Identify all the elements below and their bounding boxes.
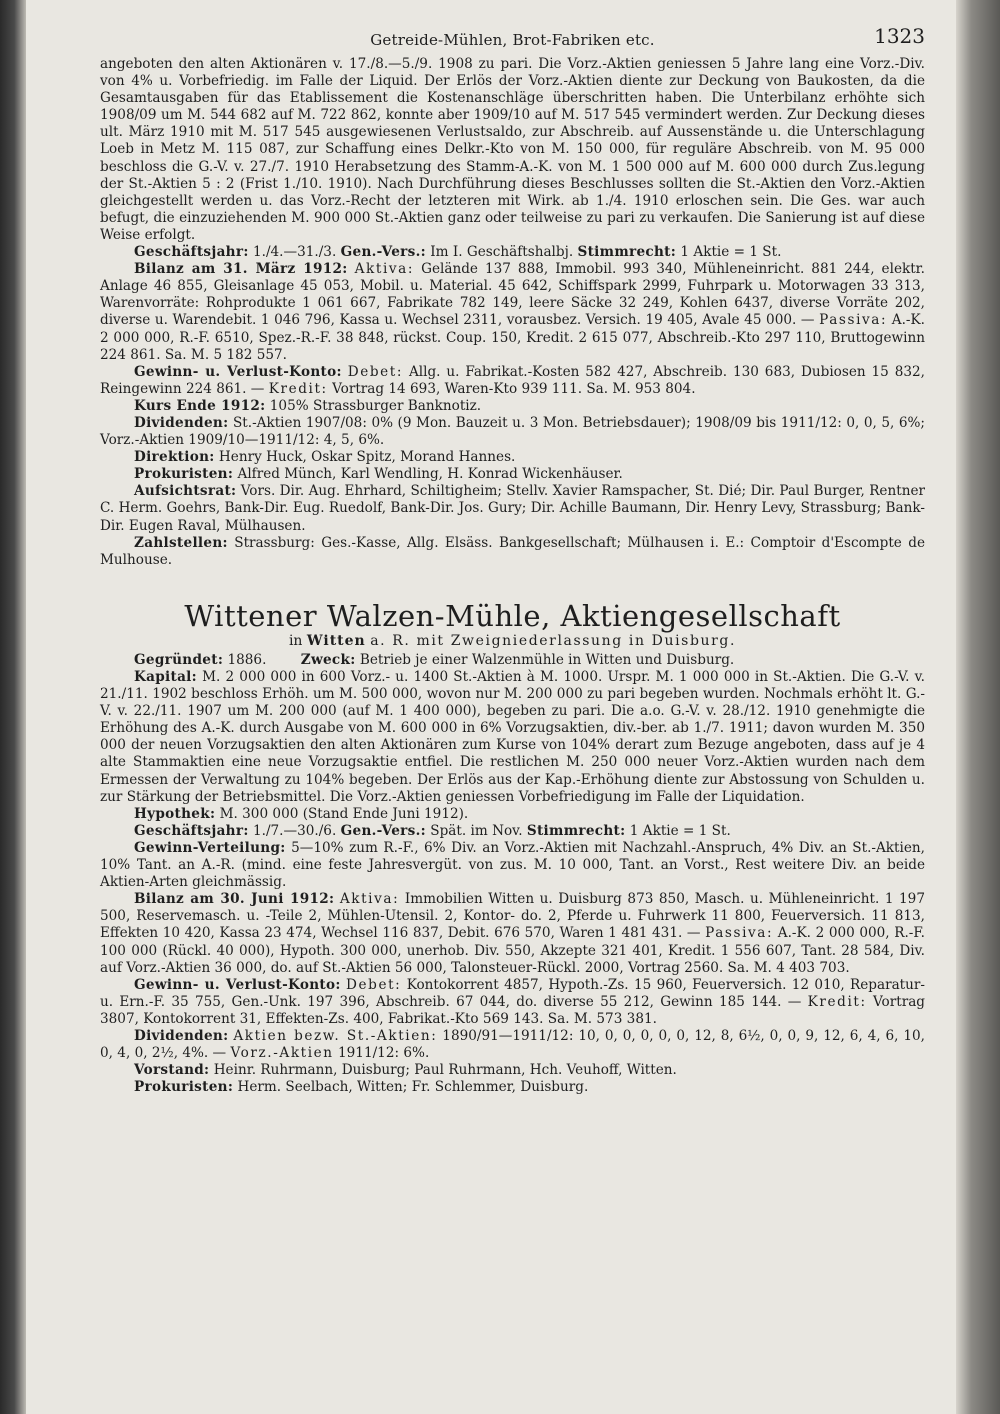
prev-aktiva-text: Gelände 137 888, Immobil. 993 340, Mühleneinricht. 881 244, elektr. Anlage 46 855, Gleisanlage 45 053, Mobil. u. Material. 45 642, Schiffspark 2999, Fuhrpark u. Motorwagen 33 313, Warenvorräte: Rohprodukte 1 061 667, Fabrikate 782 149, leere Säcke 32 249, Kohlen 6437, diverse Vorräte 202, diverse u. Warendebit. 1 046 796, Kassa u. Wechsel 2311, vorausbez. Versich. 19 405, Avale 45 000. — (100, 261, 926, 329)
prev-kurs (100, 398, 925, 415)
bilanz-label: Bilanz am 30. Juni 1912: (134, 891, 335, 908)
prev-prok-value: Alfred Münch, Karl Wendling, H. Konrad Wickenhäuser. (237, 466, 623, 483)
prev-kredit-text: Vortrag 14 693, Waren-Kto 939 111. Sa. M. 953 804. (332, 380, 696, 397)
kapital-label: Kapital: (134, 669, 197, 685)
prev-ar-label: Aufsichtsrat: (134, 483, 237, 500)
div-st-label: Aktien bezw. St.-Aktien: (233, 1027, 438, 1044)
prev-bilanz-label: Bilanz am 31. März 1912: (134, 261, 348, 278)
prev-aktiva-label: Aktiva: (354, 261, 415, 278)
running-head (100, 24, 925, 56)
prev-kurs-label: Kurs Ende 1912: (134, 397, 266, 414)
hyp-value: M. 300 000 (Stand Ende Juni 1912). (219, 805, 469, 822)
stimm-value: 1 Aktie = 1 St. (629, 822, 731, 839)
prev-div-value: St.-Aktien 1907/08: 0% (9 Mon. Bauzeit u. 3 Mon. Betriebsdauer); 1908/09 bis 1911/12: 0, 0, 5, 6%; Vorz.-Aktien 1909/10—1911/12: 4, 5, 6%. (100, 414, 926, 449)
book-binding-shadow (0, 0, 26, 1414)
company-title: Wittener Walzen-Mühle, Aktiengesellschaft (184, 598, 841, 633)
page-edge-shadow (956, 0, 1000, 1414)
guv-label: Gewinn- u. Verlust-Konto: (134, 976, 341, 993)
stimm-label: Stimmrecht: (526, 822, 626, 839)
passiva-label: Passiva: (705, 925, 774, 942)
prev-kurs-value: 105% Strassburger Banknotiz. (269, 397, 482, 414)
gj-label: Geschäftsjahr: (134, 822, 249, 839)
hyp-label: Hypothek: (134, 805, 216, 822)
prev-guv (100, 364, 925, 398)
kredit-label: Kredit: (807, 993, 867, 1010)
div-vorz-label: Vorz.-Aktien (230, 1045, 334, 1062)
company-sub-city: Witten (306, 632, 366, 649)
prev-company-meta (100, 244, 925, 261)
company-prokuristen (100, 1079, 925, 1096)
company-subtitle (100, 633, 925, 650)
company-gewinnverteilung (100, 840, 925, 891)
div-st-value: 1890/91—1911/12: 10, 0, 0, 0, 0, 0, 12, 8, 6½, 0, 0, 9, 12, 6, 4, 6, 10, 0, 4, 0, 2½, 4%. — (100, 1027, 925, 1062)
company-guv (100, 977, 925, 1028)
prev-debet-text: Allg. u. Fabrikat.-Kosten 582 427, Abschreib. 130 683, Dubiosen 15 832, Reingewinn 224 861. — (100, 363, 925, 397)
div-label: Dividenden: (134, 1027, 229, 1044)
prev-company-intro: angeboten den alten Aktionären v. 17./8.—5./9. 1908 zu pari. Die Vorz.-Aktien geniessen 5 Jahre lang eine Vorz.-Div. von 4% u. Vorbefriedig. im Falle der Liquid. Der Erlös der Vorz.-Aktien diente zur Deckung von Baukosten, da die Gesamtausgaben für das Etablissement die Kostenanschläge überschritten haben. Die Unterbilanz erhöhte sich 1908/09 um M. 544 682 auf M. 722 862, konnte aber 1909/10 auf M. 517 545 vermindert werden. Zur Deckung dieses ult. März 1910 mit M. 517 545 ausgewiesenen Verlustsaldo, zur Abschreib. auf Aussenstände u. die Unterschlagung Loeb in Metz M. 115 087, zur Schaffung eines Delkr.-Kto von M. 150 000, für reguläre Abschreib. von M. 95 000 beschloss die G.-V. v. 27./7. 1910 Herabsetzung des Stamm-A.-K. von M. 1 500 000 auf M. 600 000 durch Zus.legung der St.-Aktien 5 : 2 (Frist 1./10. 1910). Nach Durchführung dieses Beschlusses sollten die St.-Aktien den Vorz.-Aktien gleichgestellt werden u. das Vorz.-Recht der letzteren mit Wirk. ab 1./4. 1910 erloschen sein. Die Ges. war auch befugt, die einzuziehenden M. 900 000 St.-Aktien ganz oder teilweise zu pari zu verkaufen. Die Sanierung ist auf diese Weise erfolgt. (100, 56, 925, 243)
prev-gj-value: 1./4.—31./3. (252, 244, 337, 261)
prev-guv-label: Gewinn- u. Verlust-Konto: (134, 363, 342, 380)
company-vorstand (100, 1062, 925, 1079)
prev-dir-value: Henry Huck, Oskar Spitz, Morand Hannes. (218, 449, 516, 466)
prev-kredit-label: Kredit: (268, 380, 328, 397)
prev-aufsichtsrat (100, 483, 925, 534)
gewv-label: Gewinn-Verteilung: (134, 839, 286, 856)
gj-value: 1./7.—30./6. (252, 822, 337, 839)
company-meta (100, 823, 925, 840)
passiva-text: A.-K. 2 000 000, R.-F. 100 000 (Rückl. 40 000), Hypoth. 300 000, unerhob. Div. 550, Akzepte 321 401, Kredit. 1 556 607, Tant. 28 584, Div. auf Vorz.-Aktien 36 000, do. auf St.-Aktien 56 000, Talonsteuer-Rückl. 2000, Vortrag 2560. Sa. M. 4 403 703. (100, 925, 925, 976)
prev-zahl-label: Zahlstellen: (134, 534, 228, 551)
gegr-value: 1886. (227, 651, 267, 668)
kredit-text: Vortrag 3807, Kontokorrent 31, Effekten-Zs. 400, Fabrikat.-Kto 569 143. Sa. M. 573 381. (100, 993, 926, 1027)
prok-label: Prokuristen: (134, 1079, 234, 1096)
prev-stimm-value: 1 Aktie = 1 St. (680, 244, 782, 261)
gegr-label: Gegründet: (134, 651, 224, 668)
running-head-title: Getreide-Mühlen, Brot-Fabriken etc. (370, 31, 655, 49)
prev-passiva-text: A.-K. 2 000 000, R.-F. 6510, Spez.-R.-F. 38 848, rückst. Coup. 150, Kredit. 2 615 077, Abschreib.-Kto 297 110, Bruttogewinn 224 861. Sa. M. 5 182 557. (100, 312, 925, 363)
company-hypothek (100, 806, 925, 823)
prev-dividenden (100, 415, 925, 449)
vorstand-value: Heinr. Ruhrmann, Duisburg; Paul Ruhrmann, Hch. Veuhoff, Witten. (213, 1062, 677, 1079)
aktiva-label: Aktiva: (339, 891, 400, 908)
prev-gj-label: Geschäftsjahr: (134, 244, 249, 261)
prev-prokuristen (100, 466, 925, 483)
prev-div-label: Dividenden: (134, 414, 229, 431)
company-dividenden (100, 1028, 925, 1062)
prev-bilanz (100, 261, 925, 364)
debet-text: Kontokorrent 4857, Hypoth.-Zs. 15 960, Feuerversich. 12 010, Reparatur- u. Ern.-F. 35 755, Gen.-Unk. 197 396, Abschreib. 67 044, do. diverse 55 212, Gewinn 185 144. — (100, 976, 925, 1010)
document-page (100, 24, 926, 1404)
zweck-label: Zweck: (300, 651, 356, 668)
div-vorz-value: 1911/12: 6%. (338, 1045, 430, 1062)
prev-zahl-value: Strassburg: Ges.-Kasse, Allg. Elsäss. Bankgesellschaft; Mülhausen i. E.: Comptoir d'Escompte de Mulhouse. (100, 534, 925, 568)
debet-label: Debet: (346, 976, 402, 993)
prev-zahlstellen (100, 535, 925, 569)
gv-label: Gen.-Vers.: (340, 822, 426, 839)
prev-gv-value: Im I. Geschäftshalbj. (430, 244, 574, 261)
gewv-value: 5—10% zum R.-F., 6% Div. an Vorz.-Aktien mit Nachzahl.-Anspruch, 4% Div. an St.-Aktien, 10% Tant. an A.-R. (mind. eine feste Jahresvergüt. von zus. M. 10 000, Tant. an Vorst., Rest weitere Div. an beide Aktien-Arten gleichmässig. (100, 839, 925, 891)
prev-passiva-label: Passiva: (819, 312, 888, 329)
company-sub-prefix: in (288, 632, 303, 649)
kapital-value: M. 2 000 000 in 600 Vorz.- u. 1400 St.-Aktien à M. 1000. Urspr. M. 1 000 000 in St.-Aktien. Die G.-V. v. 21./11. 1902 beschloss Erhöh. um M. 500 000, wovon nur M. 200 000 zu pari begeben wurden. Nochmals erhöht lt. G.-V. v. 22./11. 1907 um M. 200 000 (auf M. 1 400 000), begeben zu pari. Die a.o. G.-V. v. 28./12. 1910 genehmigte die Erhöhung des A.-K. durch Ausgabe von M. 600 000 in 6% Vorzugsaktien, div.-ber. ab 1./7. 1911; davon wurden M. 350 000 der neuen Vorzugsaktien den alten Aktionären zum Kurse von 104% derart zum Bezuge angeboten, dass auf je 4 alte Stammaktien eine neue Vorzugsaktie entfiel. Die restlichen M. 250 000 neuer Vorz.-Aktien wurden nach dem Ermessen der Verwaltung zu 104% begeben. Der Erlös aus der Kap.-Erhöhung diente zur Abstossung von Schulden u. zur Stärkung der Betriebsmittel. Die Vorz.-Aktien geniessen Vorbefriedigung im Falle der Liquidation. (100, 669, 925, 805)
company-kapital (100, 669, 925, 806)
prev-ar-value: Vors. Dir. Aug. Ehrhard, Schiltigheim; Stellv. Xavier Ramspacher, St. Dié; Dir. Paul Burger, Rentner C. Herm. Goehrs, Bank-Dir. Eug. Ruedolf, Bank-Dir. Jos. Gury; Dir. Achille Baumann, Dir. Henry Levy, Strassburg; Bank-Dir. Eugen Raval, Mülhausen. (100, 483, 925, 534)
vorstand-label: Vorstand: (134, 1062, 210, 1079)
prev-debet-label: Debet: (347, 363, 404, 380)
gv-value: Spät. im Nov. (430, 822, 523, 839)
prev-gv-label: Gen.-Vers.: (340, 244, 426, 261)
page-number: 1323 (874, 24, 925, 48)
prev-stimm-label: Stimmrecht: (577, 244, 677, 261)
company-gegruendet (100, 652, 925, 669)
prev-direktion (100, 449, 925, 466)
zweck-value: Betrieb je einer Walzenmühle in Witten und Duisburg. (359, 651, 735, 668)
prev-prok-label: Prokuristen: (134, 466, 234, 483)
company-bilanz (100, 891, 925, 976)
aktiva-text: Immobilien Witten u. Duisburg 873 850, Masch. u. Mühleneinricht. 1 197 500, Reservemasch. u. -Teile 2, Mühlen-Utensil. 2, Kontor- do. 2, Pferde u. Fuhrwerk 11 800, Feuerversich. 11 813, Effekten 10 420, Kassa 23 474, Wechsel 116 837, Debit. 676 570, Waren 1 481 431. — (100, 891, 925, 942)
prev-dir-label: Direktion: (134, 449, 215, 466)
prok-value: Herm. Seelbach, Witten; Fr. Schlemmer, Duisburg. (237, 1079, 589, 1096)
company-sub-suffix: a. R. mit Zweigniederlassung in Duisburg. (370, 632, 737, 649)
